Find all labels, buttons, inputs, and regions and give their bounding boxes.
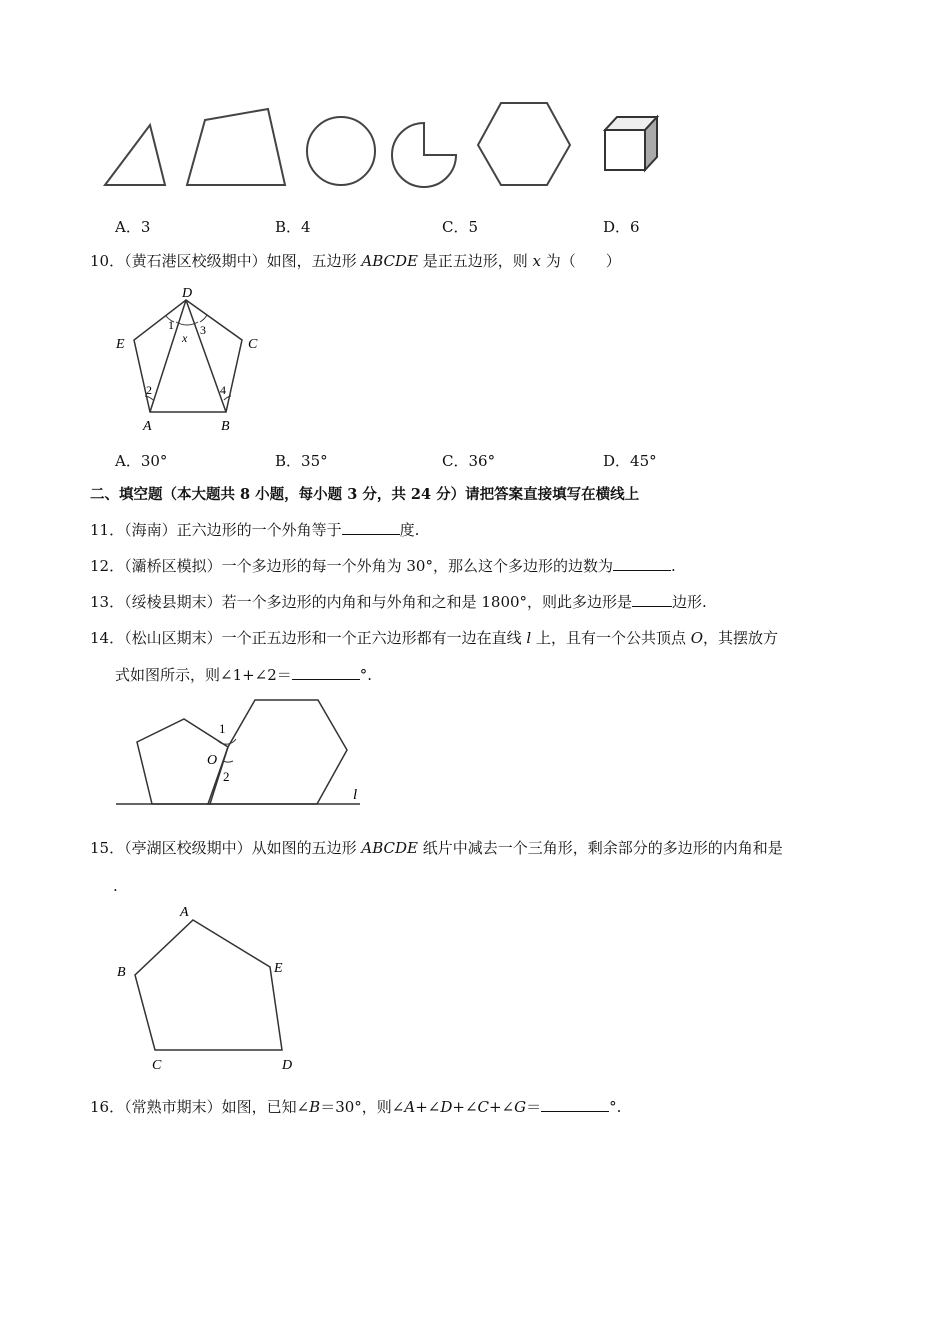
- q15-label-d: D: [282, 1058, 293, 1073]
- q14-label-o: O: [207, 753, 218, 768]
- q14-label-l: l: [353, 787, 358, 803]
- q9-option-b: B．4: [275, 218, 311, 236]
- q14-pentagon-hexagon-figure: [110, 695, 370, 810]
- quadrilateral-shape: [187, 109, 285, 185]
- q10-pentagon-figure: [110, 282, 270, 437]
- q10-stem: 10．（黄石港区校级期中）如图，五边形 ABCDE 是正五边形，则 x 为（ ）: [90, 252, 621, 270]
- q10-label-d: D: [182, 286, 193, 301]
- circle-sector-shape: [392, 123, 456, 187]
- q13-answer-blank[interactable]: [632, 592, 672, 607]
- q14-stem-line2: 式如图所示，则∠1+∠2＝ °.: [115, 666, 373, 684]
- hexagon-shape: [478, 103, 570, 185]
- q10-option-c: C．36°: [442, 452, 496, 470]
- q15-stem: 15．（亭湖区校级期中）从如图的五边形 ABCDE 纸片中减去一个三角形，剩余部分的多边形的内角和是: [90, 839, 783, 857]
- q14-stem-line1: 14．（松山区期末）一个正五边形和一个正六边形都有一边在直线 l 上，且有一个公共顶点 O，其摆放方: [90, 629, 779, 647]
- q15-label-a: A: [180, 905, 189, 920]
- q16-stem: 16．（常熟市期末）如图，已知∠B＝30°，则∠A+∠D+∠C+∠G＝ °.: [90, 1098, 622, 1116]
- section-2-title: 二、填空题（本大题共 8 小题，每小题 3 分，共 24 分）请把答案直接填写在横线上: [90, 486, 640, 503]
- q10-label-e: E: [116, 337, 125, 352]
- q10-angle-x: x: [182, 331, 188, 345]
- cube-shape: [605, 117, 657, 170]
- q10-angle-1: 1: [168, 318, 174, 332]
- q14-answer-blank[interactable]: [292, 665, 360, 680]
- q12-stem: 12．（灞桥区模拟）一个多边形的每一个外角为 30°，那么这个多边形的边数为 .: [90, 557, 676, 575]
- triangle-shape: [105, 125, 165, 185]
- q16-answer-blank[interactable]: [541, 1097, 609, 1112]
- q10-option-d: D．45°: [603, 452, 657, 470]
- q15-label-b: B: [117, 965, 126, 980]
- q9-option-a: A．3: [115, 218, 151, 236]
- q10-option-a: A．30°: [115, 452, 168, 470]
- circle-shape: [307, 117, 375, 185]
- q10-label-a: A: [143, 419, 152, 434]
- q11-answer-blank[interactable]: [342, 520, 400, 535]
- q10-angle-3: 3: [200, 323, 206, 337]
- q15-stem-line2: .: [113, 877, 118, 895]
- q9-option-c: C．5: [442, 218, 479, 236]
- q9-option-d: D．6: [603, 218, 640, 236]
- q10-angle-4: 4: [220, 383, 226, 397]
- q10-angle-2: 2: [146, 383, 152, 397]
- q15-pentagon-figure: [110, 900, 310, 1075]
- q12-answer-blank[interactable]: [613, 556, 671, 571]
- q10-option-b: B．35°: [275, 452, 328, 470]
- q14-angle-1: 1: [219, 721, 226, 736]
- q11-stem: 11．（海南）正六边形的一个外角等于 度.: [90, 521, 420, 539]
- q13-stem: 13．（绥棱县期末）若一个多边形的内角和与外角和之和是 1800°，则此多边形是 边形.: [90, 593, 707, 611]
- q15-label-c: C: [152, 1058, 162, 1073]
- q14-angle-2: 2: [223, 769, 230, 784]
- q10-label-b: B: [221, 419, 230, 434]
- q9-shapes-figure: [95, 95, 675, 195]
- q10-label-c: C: [248, 337, 258, 352]
- q15-label-e: E: [274, 961, 283, 976]
